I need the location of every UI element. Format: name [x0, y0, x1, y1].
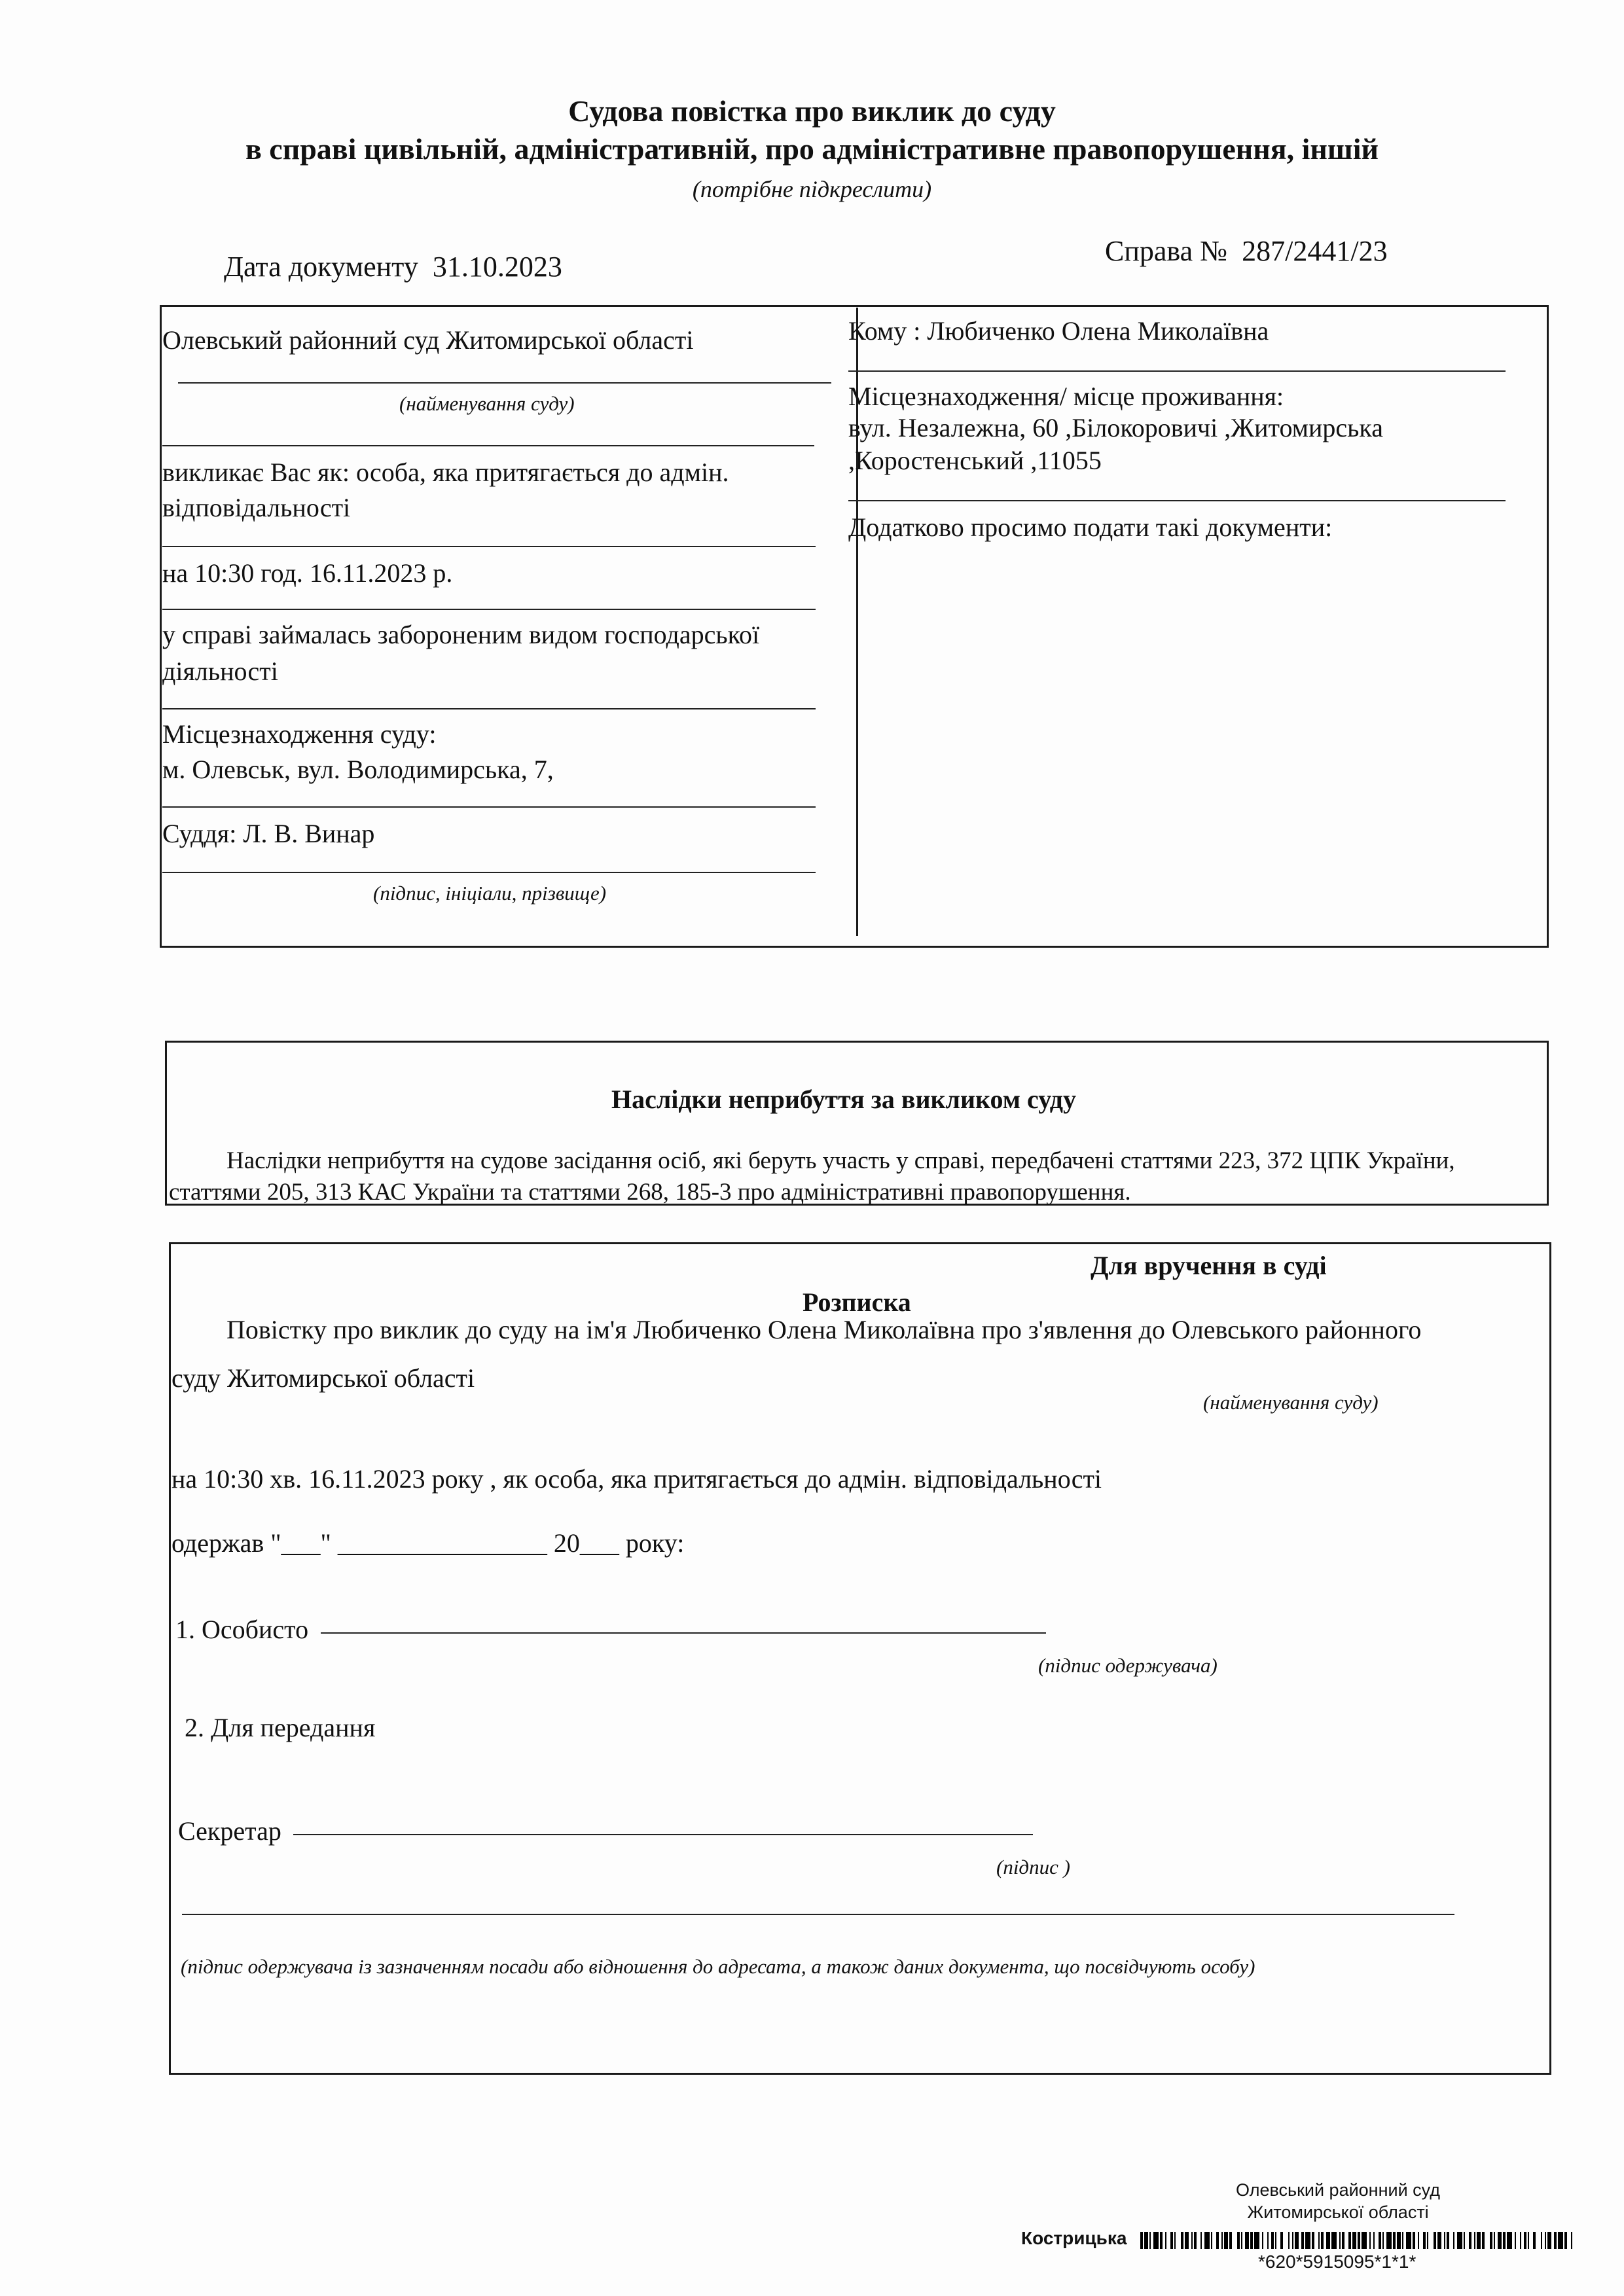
underline-note: (потрібне підкреслити) — [692, 176, 932, 202]
case-subject-line1: у справі займалась забороненим видом господарської — [162, 620, 760, 649]
rule — [162, 708, 816, 709]
personally-label: 1. Особисто — [175, 1615, 309, 1644]
personally-signature-line — [321, 1632, 1046, 1634]
receipt-line1: Повістку про виклик до суду на ім'я Любиченко Олена Миколаївна про з'явлення до Олевського районного — [226, 1315, 1422, 1344]
address-line1: вул. Незалежна, 60 ,Білокоровичі ,Житомирська — [848, 413, 1383, 442]
for-delivery-label: Для вручення в суді — [1091, 1251, 1327, 1280]
document-date — [224, 250, 562, 285]
barcode — [1140, 2232, 1575, 2249]
summon-as-line1: викликає Вас як: особа, яка притягається до адмін. — [162, 457, 729, 487]
consequences-text-line1: Наслідки неприбуття на судове засідання осіб, які беруть участь у справі, передбачені статтями 223, 372 ЦПК України, — [226, 1147, 1455, 1174]
recipient-line: Кому : Любиченко Олена Миколаївна — [848, 316, 1269, 346]
case-value: 287/2441/23 — [1242, 235, 1388, 267]
secretary-signature-line — [293, 1834, 1033, 1835]
extra-documents: Додатково просимо подати такі документи: — [848, 512, 1333, 542]
court-stamp — [1236, 2179, 1440, 2224]
court-location-label: Місцезнаходження суду: — [162, 719, 437, 749]
date-value: 31.10.2023 — [432, 251, 562, 283]
court-name-caption: (найменування суду) — [399, 392, 575, 415]
judge-line: Суддя: Л. В. Винар — [162, 819, 375, 848]
recipient-sign-caption: (підпис одержувача) — [1038, 1654, 1218, 1677]
stamp-court-line1: Олевський районний суд — [1236, 2180, 1441, 2200]
recipient-signature-line — [182, 1914, 1454, 1915]
receipt-line2: суду Житомирської області — [171, 1363, 475, 1393]
secretary-sign-caption: (підпис ) — [996, 1856, 1070, 1878]
case-subject-line2: діяльності — [162, 656, 278, 686]
consequences-title: Наслідки неприбуття за викликом суду — [611, 1085, 1076, 1114]
rule — [162, 546, 816, 547]
court-name-rule — [178, 382, 831, 384]
address-label: Місцезнаходження/ місце проживання: — [848, 382, 1284, 411]
case-label: Справа № — [1105, 235, 1228, 267]
rule — [162, 445, 814, 446]
address-line2: ,Коростенський ,11055 — [848, 446, 1102, 475]
received-date-line: одержав "___" ________________ 20___ року: — [171, 1528, 685, 1558]
court-name: Олевський районний суд Житомирської області — [162, 325, 694, 355]
rule — [162, 609, 816, 610]
case-number — [1105, 234, 1388, 269]
summon-as-line2: відповідальності — [162, 493, 351, 522]
rule — [848, 370, 1506, 372]
judge-signature-rule — [162, 872, 816, 873]
barcode-text: *620*5915095*1*1* — [1258, 2251, 1416, 2272]
clerk-name: Кострицька — [1021, 2228, 1127, 2248]
transfer-label: 2. Для передання — [185, 1713, 376, 1742]
consequences-text-line2: статтями 205, 313 КАС України та статтями 268, 185-3 про адміністративні правопорушення. — [169, 1179, 1131, 1206]
receipt-time-line: на 10:30 хв. 16.11.2023 року , як особа, яка притягається до адмін. відповідальності — [171, 1464, 1102, 1494]
court-location-value: м. Олевськ, вул. Володимирська, 7, — [162, 755, 554, 784]
hearing-time: на 10:30 год. 16.11.2023 р. — [162, 558, 453, 588]
footer-caption: (підпис одержувача із зазначенням посади або відношення до адресата, а також даних документа, що посвідчують особу) — [181, 1955, 1255, 1978]
receipt-title: Розписка — [803, 1287, 911, 1317]
judge-caption: (підпис, ініціали, прізвище) — [373, 882, 607, 905]
secretary-label: Секретар — [178, 1816, 281, 1846]
rule — [848, 500, 1506, 501]
receipt-court-caption: (найменування суду) — [1203, 1391, 1379, 1414]
document-subtitle: в справі цивільній, адміністративній, про адміністративне правопорушення, іншій — [245, 132, 1379, 166]
rule — [162, 806, 816, 808]
document-title: Судова повістка про виклик до суду — [568, 94, 1056, 128]
date-label: Дата документу — [224, 251, 418, 283]
stamp-court-line2: Житомирської області — [1247, 2202, 1429, 2222]
